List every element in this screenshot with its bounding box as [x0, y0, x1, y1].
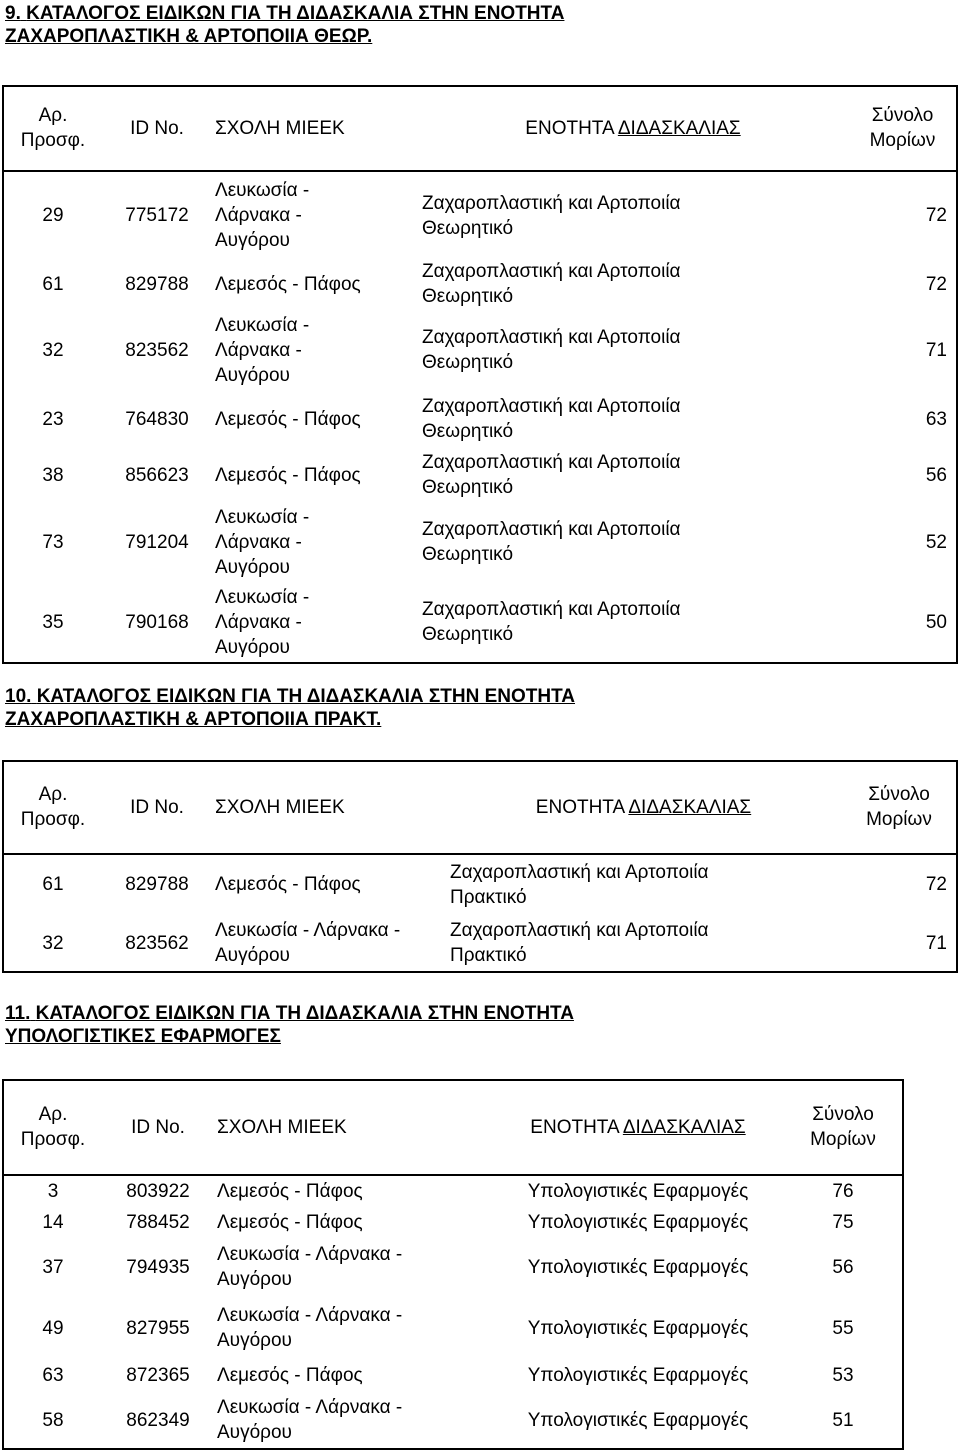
cell-points: 52: [925, 531, 947, 553]
section-subtitle: ΖΑΧΑΡΟΠΛΑΣΤΙΚΗ & ΑΡΤΟΠΟΙΙΑ ΠΡΑΚΤ.: [5, 709, 382, 730]
cell-unit: Ζαχαροπλαστική και Αρτοποιία Θεωρητικό: [422, 599, 681, 645]
cell-rank: 63: [42, 1364, 64, 1386]
cell-id: 856623: [125, 464, 189, 486]
cell-school: Λευκωσία - Λάρνακα - Αυγόρου: [215, 586, 310, 658]
col-header-school: ΣΧΟΛΗ ΜΙΕΕΚ: [211, 86, 418, 171]
cell-points: 56: [832, 1256, 854, 1278]
table-header-row: [3, 761, 957, 854]
section-10-heading: [5, 685, 575, 731]
section-subtitle: ΥΠΟΛΟΓΙΣΤΙΚΕΣ ΕΦΑΡΜΟΓΕΣ: [5, 1026, 281, 1047]
section-number: 11.: [5, 1003, 31, 1024]
col-header-unit: ΕΝΟΤΗΤΑ ΔΙΔΑΣΚΑΛΙΑΣ: [493, 1080, 783, 1175]
col-header-school: ΣΧΟΛΗ ΜΙΕΕΚ: [213, 1080, 493, 1175]
cell-school: Λευκωσία - Λάρνακα - Αυγόρου: [217, 1397, 403, 1443]
table-row: [3, 171, 957, 259]
col-header-rank: Αρ. Προσφ.: [3, 761, 103, 854]
table-row: [3, 503, 957, 581]
cell-rank: 32: [42, 932, 64, 954]
table-row: [3, 391, 957, 447]
cell-rank: 14: [42, 1211, 64, 1233]
cell-id: 764830: [125, 408, 189, 430]
section-9-table: [3, 86, 957, 663]
cell-school: Λεμεσός - Πάφος: [217, 1364, 363, 1386]
cell-school: Λεμεσός - Πάφος: [215, 874, 361, 895]
cell-school: Λευκωσία - Λάρνακα - Αυγόρου: [215, 180, 310, 251]
cell-unit: Ζαχαροπλαστική και Αρτοποιία Πρακτικό: [450, 861, 709, 908]
cell-rank: 3: [47, 1181, 59, 1202]
cell-points: 75: [832, 1211, 854, 1233]
cell-points: 72: [925, 874, 947, 895]
col-header-total: Σύνολο Μορίων: [783, 1080, 903, 1175]
cell-rank: 23: [42, 408, 64, 430]
cell-school: Λεμεσός - Πάφος: [215, 408, 361, 430]
cell-points: 50: [925, 611, 947, 633]
cell-unit: Ζαχαροπλαστική και Αρτοποιία Θεωρητικό: [422, 452, 681, 498]
cell-school: Λευκωσία - Λάρνακα - Αυγόρου: [215, 314, 310, 386]
cell-points: 53: [832, 1364, 854, 1386]
section-10-table: [3, 761, 957, 972]
cell-rank: 29: [42, 205, 64, 226]
cell-id: 829788: [125, 273, 189, 295]
section-subtitle: ΖΑΧΑΡΟΠΛΑΣΤΙΚΗ & ΑΡΤΟΠΟΙΙΑ ΘΕΩΡ.: [5, 26, 373, 47]
cell-rank: 73: [42, 531, 64, 553]
cell-id: 788452: [126, 1211, 190, 1233]
cell-unit: Υπολογιστικές Εφαρμογές: [527, 1409, 749, 1431]
section-title: ΚΑΤΑΛΟΓΟΣ ΕΙΔΙΚΩΝ ΓΙΑ ΤΗ ΔΙΔΑΣΚΑΛΙΑ ΣΤΗΝ ΕΝΟΤΗΤΑ: [26, 3, 565, 24]
section-number: 10.: [5, 686, 32, 707]
col-header-total: Σύνολο Μορίων: [848, 86, 957, 171]
table-row: [3, 1391, 903, 1449]
cell-unit: Ζαχαροπλαστική και Αρτοποιία Θεωρητικό: [422, 327, 681, 373]
col-header-id: ID No.: [103, 1080, 213, 1175]
table-row: [3, 1207, 903, 1237]
table-row: [3, 581, 957, 663]
col-header-id: ID No.: [103, 86, 211, 171]
cell-school: Λεμεσός - Πάφος: [215, 464, 361, 486]
cell-unit: Υπολογιστικές Εφαρμογές: [527, 1364, 749, 1386]
table-row: [3, 309, 957, 391]
cell-points: 63: [925, 408, 947, 430]
table-row: [3, 259, 957, 309]
cell-points: 72: [925, 205, 947, 226]
section-11-heading: [5, 1002, 574, 1048]
cell-points: 56: [925, 464, 947, 486]
cell-unit: Ζαχαροπλαστική και Αρτοποιία Θεωρητικό: [422, 396, 681, 442]
cell-school: Λευκωσία - Λάρνακα - Αυγόρου: [217, 1244, 403, 1290]
cell-rank: 37: [42, 1256, 64, 1278]
col-header-rank: Αρ. Προσφ.: [3, 86, 103, 171]
cell-school: Λευκωσία - Λάρνακα - Αυγόρου: [217, 1305, 403, 1351]
cell-unit: Υπολογιστικές Εφαρμογές: [527, 1317, 749, 1339]
col-header-unit: ΕΝΟΤΗΤΑ ΔΙΔΑΣΚΑΛΙΑΣ: [418, 86, 848, 171]
cell-rank: 49: [42, 1317, 64, 1339]
cell-points: 76: [832, 1181, 854, 1202]
cell-unit: Ζαχαροπλαστική και Αρτοποιία Θεωρητικό: [422, 192, 681, 239]
cell-points: 71: [925, 932, 947, 954]
table-header-row: [3, 86, 957, 171]
cell-unit: Ζαχαροπλαστική και Αρτοποιία Πρακτικό: [450, 920, 709, 966]
cell-id: 823562: [125, 932, 189, 954]
cell-rank: 38: [42, 464, 64, 486]
section-number: 9.: [5, 3, 21, 24]
cell-rank: 61: [42, 874, 64, 895]
table-row: [3, 1359, 903, 1391]
col-header-total: Σύνολο Μορίων: [841, 761, 957, 854]
cell-id: 775172: [125, 205, 189, 226]
cell-id: 803922: [126, 1181, 190, 1202]
cell-school: Λεμεσός - Πάφος: [217, 1181, 363, 1202]
table-row: [3, 854, 957, 914]
table-row: [3, 1237, 903, 1297]
cell-rank: 35: [42, 611, 64, 633]
cell-unit: Υπολογιστικές Εφαρμογές: [527, 1181, 749, 1202]
cell-school: Λευκωσία - Λάρνακα - Αυγόρου: [215, 920, 401, 966]
cell-unit: Υπολογιστικές Εφαρμογές: [527, 1211, 749, 1233]
section-title: ΚΑΤΑΛΟΓΟΣ ΕΙΔΙΚΩΝ ΓΙΑ ΤΗ ΔΙΔΑΣΚΑΛΙΑ ΣΤΗΝ ΕΝΟΤΗΤΑ: [36, 686, 576, 707]
cell-id: 872365: [126, 1364, 190, 1386]
section-title: ΚΑΤΑΛΟΓΟΣ ΕΙΔΙΚΩΝ ΓΙΑ ΤΗ ΔΙΔΑΣΚΑΛΙΑ ΣΤΗΝ ΕΝΟΤΗΤΑ: [35, 1003, 574, 1024]
section-9-heading: [5, 2, 564, 48]
section-11-table: [3, 1080, 903, 1449]
cell-id: 823562: [125, 339, 189, 361]
cell-id: 829788: [125, 874, 189, 895]
col-header-rank: Αρ. Προσφ.: [3, 1080, 103, 1175]
cell-points: 51: [832, 1409, 854, 1431]
table-header-row: [3, 1080, 903, 1175]
cell-school: Λευκωσία - Λάρνακα - Αυγόρου: [215, 506, 310, 578]
cell-id: 794935: [126, 1256, 190, 1278]
col-header-school: ΣΧΟΛΗ ΜΙΕΕΚ: [211, 761, 446, 854]
cell-points: 71: [925, 339, 947, 361]
table-row: [3, 914, 957, 972]
table-row: [3, 1297, 903, 1359]
col-header-unit: ΕΝΟΤΗΤΑ ΔΙΔΑΣΚΑΛΙΑΣ: [446, 761, 841, 854]
cell-points: 55: [832, 1317, 854, 1339]
cell-rank: 32: [42, 339, 64, 361]
table-row: [3, 1175, 903, 1207]
cell-id: 862349: [126, 1409, 190, 1431]
cell-school: Λεμεσός - Πάφος: [217, 1211, 363, 1233]
cell-school: Λεμεσός - Πάφος: [215, 273, 361, 295]
cell-unit: Ζαχαροπλαστική και Αρτοποιία Θεωρητικό: [422, 261, 681, 307]
cell-id: 790168: [125, 611, 189, 633]
cell-unit: Ζαχαροπλαστική και Αρτοποιία Θεωρητικό: [422, 519, 681, 565]
cell-rank: 58: [42, 1409, 64, 1431]
cell-id: 827955: [126, 1317, 190, 1339]
col-header-id: ID No.: [103, 761, 211, 854]
cell-points: 72: [925, 273, 947, 295]
cell-unit: Υπολογιστικές Εφαρμογές: [527, 1256, 749, 1278]
table-row: [3, 447, 957, 503]
cell-rank: 61: [42, 273, 64, 295]
cell-id: 791204: [125, 531, 189, 553]
